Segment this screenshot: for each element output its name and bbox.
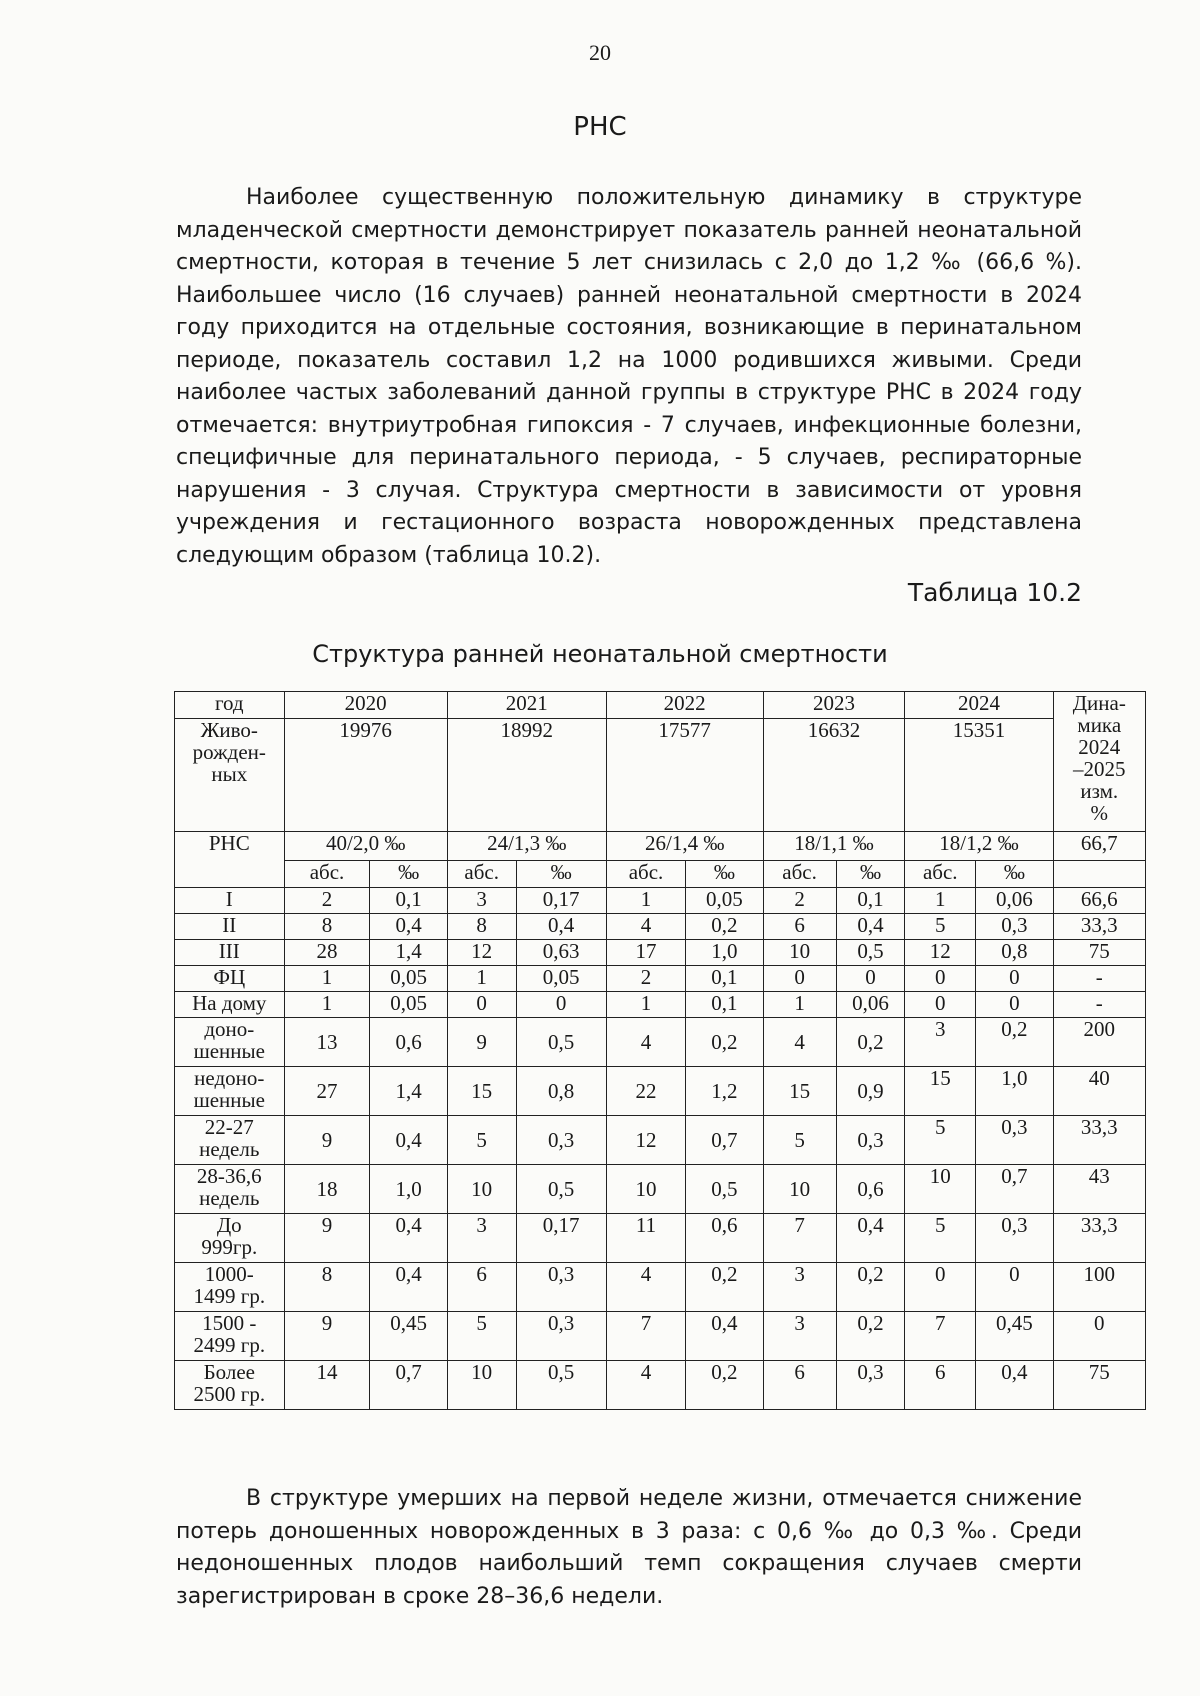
live-births-2024: 15351 [905,719,1053,832]
subheader-permille: ‰ [836,861,905,888]
cell-permille: 1,0 [976,1067,1053,1116]
subheader-permille: ‰ [976,861,1053,888]
cell-permille: 0,3 [976,914,1053,940]
table-row [175,888,1146,914]
cell-abs: 5 [905,1116,976,1165]
cell-abs: 2 [763,888,836,914]
cell-abs: 15 [763,1067,836,1116]
subheader-permille: ‰ [686,861,763,888]
cell-abs: 6 [905,1361,976,1410]
cell-permille: 0,9 [836,1067,905,1116]
cell-abs: 9 [284,1116,370,1165]
cell-permille: 0,2 [686,1361,763,1410]
cell-abs: 12 [606,1116,685,1165]
cell-permille: 0 [976,1263,1053,1312]
row-label: 28-36,6 недель [175,1165,285,1214]
cell-permille: 0,8 [976,940,1053,966]
cell-permille: 0,2 [686,914,763,940]
cell-abs: 9 [447,1018,516,1067]
cell-dynamics: 40 [1053,1067,1145,1116]
row-label: II [175,914,285,940]
cell-abs: 7 [905,1312,976,1361]
live-births-label: Живо- рожден- ных [175,719,285,832]
mortality-table [174,691,1146,1410]
cell-permille: 0,1 [686,966,763,992]
cell-permille: 0,2 [686,1018,763,1067]
cell-permille: 0,2 [836,1312,905,1361]
cell-permille: 0,45 [976,1312,1053,1361]
cell-abs: 15 [447,1067,516,1116]
table-row [175,1263,1146,1312]
table-row [175,966,1146,992]
cell-abs: 1 [447,966,516,992]
cell-abs: 1 [606,888,685,914]
table-row [175,1361,1146,1410]
cell-permille: 0,7 [976,1165,1053,1214]
cell-permille: 0,5 [516,1165,606,1214]
cell-abs: 3 [763,1312,836,1361]
cell-permille: 0,5 [836,940,905,966]
cell-abs: 5 [905,1214,976,1263]
cell-abs: 8 [284,1263,370,1312]
row-label: До 999гр. [175,1214,285,1263]
subheader-abs: абс. [447,861,516,888]
cell-permille: 0,3 [516,1312,606,1361]
cell-permille: 0,05 [686,888,763,914]
cell-abs: 8 [284,914,370,940]
cell-abs: 15 [905,1067,976,1116]
table-caption: Структура ранней неонатальной смертности [312,640,888,668]
cell-dynamics: 33,3 [1053,1214,1145,1263]
page-number: 20 [589,40,611,65]
cell-abs: 13 [284,1018,370,1067]
rns-value-2020: 40/2,0 ‰ [284,832,447,861]
table-row [175,992,1146,1018]
cell-abs: 4 [763,1018,836,1067]
cell-permille: 0,1 [686,992,763,1018]
dynamics-header: Дина- мика 2024 –2025 изм. % [1053,692,1145,832]
cell-permille: 0,3 [836,1361,905,1410]
cell-abs: 17 [606,940,685,966]
row-label: I [175,888,285,914]
cell-permille: 0,2 [836,1018,905,1067]
table-label: Таблица 10.2 [907,578,1082,607]
cell-abs: 5 [447,1116,516,1165]
cell-abs: 3 [447,888,516,914]
cell-permille: 0,05 [370,992,447,1018]
live-births-2021: 18992 [447,719,606,832]
cell-abs: 2 [284,888,370,914]
subheader-abs: абс. [284,861,370,888]
cell-abs: 7 [763,1214,836,1263]
cell-abs: 4 [606,1361,685,1410]
cell-permille: 1,4 [370,1067,447,1116]
row-label: На дому [175,992,285,1018]
rns-label: РНС [175,832,285,888]
cell-abs: 10 [763,940,836,966]
subheader-permille: ‰ [370,861,447,888]
year-header-2020: 2020 [284,692,447,719]
table-row [175,1312,1146,1361]
live-births-2022: 17577 [606,719,763,832]
cell-abs: 1 [284,966,370,992]
row-label: недоно- шенные [175,1067,285,1116]
cell-abs: 5 [905,914,976,940]
cell-abs: 5 [447,1312,516,1361]
cell-abs: 5 [763,1116,836,1165]
cell-permille: 0,2 [686,1263,763,1312]
rns-dynamics: 66,7 [1053,832,1145,861]
cell-permille: 0 [976,992,1053,1018]
cell-abs: 9 [284,1312,370,1361]
year-header-2023: 2023 [763,692,905,719]
cell-abs: 0 [905,1263,976,1312]
cell-abs: 0 [763,966,836,992]
section-heading: РНС [573,112,627,142]
cell-permille: 0,06 [836,992,905,1018]
rns-value-2021: 24/1,3 ‰ [447,832,606,861]
cell-abs: 6 [763,914,836,940]
cell-dynamics: - [1053,966,1145,992]
cell-permille: 0,4 [686,1312,763,1361]
cell-permille: 0 [516,992,606,1018]
cell-abs: 1 [606,992,685,1018]
row-label: 1000- 1499 гр. [175,1263,285,1312]
cell-abs: 10 [447,1165,516,1214]
conclusion-paragraph: В структуре умерших на первой неделе жизни, отмечается снижение потерь доношенных новорожденных в 3 раза: с 0,6 ‰ до 0,3 ‰. Среди недоношенных плодов наибольший темп сокращения случаев смерти зарегистрирован в сроке 28–36,6 недели. [176,1486,1082,1609]
cell-dynamics: - [1053,992,1145,1018]
live-births-2023: 16632 [763,719,905,832]
cell-abs: 14 [284,1361,370,1410]
cell-abs: 18 [284,1165,370,1214]
cell-permille: 1,2 [686,1067,763,1116]
cell-abs: 27 [284,1067,370,1116]
cell-permille: 0,17 [516,1214,606,1263]
cell-dynamics: 0 [1053,1312,1145,1361]
cell-abs: 9 [284,1214,370,1263]
cell-permille: 0,4 [370,1116,447,1165]
row-label: 1500 - 2499 гр. [175,1312,285,1361]
year-header-label: год [175,692,285,719]
cell-dynamics: 75 [1053,940,1145,966]
cell-permille: 0,3 [836,1116,905,1165]
cell-abs: 3 [447,1214,516,1263]
cell-permille: 0,4 [370,914,447,940]
subheader-permille: ‰ [516,861,606,888]
cell-abs: 10 [447,1361,516,1410]
cell-abs: 4 [606,1018,685,1067]
cell-permille: 0,6 [686,1214,763,1263]
cell-abs: 11 [606,1214,685,1263]
cell-permille: 0,05 [516,966,606,992]
cell-permille: 0,3 [976,1214,1053,1263]
cell-abs: 3 [763,1263,836,1312]
row-label: III [175,940,285,966]
cell-dynamics: 33,3 [1053,914,1145,940]
rns-value-2024: 18/1,2 ‰ [905,832,1053,861]
cell-abs: 0 [905,966,976,992]
cell-abs: 1 [905,888,976,914]
table-row [175,1018,1146,1067]
subheader-empty [1053,861,1145,888]
cell-permille: 0,4 [516,914,606,940]
cell-permille: 0,1 [836,888,905,914]
cell-abs: 3 [905,1018,976,1067]
cell-abs: 4 [606,914,685,940]
cell-permille: 0,4 [976,1361,1053,1410]
cell-permille: 0,1 [370,888,447,914]
row-label: ФЦ [175,966,285,992]
cell-dynamics: 66,6 [1053,888,1145,914]
cell-abs: 6 [447,1263,516,1312]
rns-value-2022: 26/1,4 ‰ [606,832,763,861]
cell-abs: 1 [284,992,370,1018]
year-header-2022: 2022 [606,692,763,719]
table-row [175,1116,1146,1165]
cell-permille: 0,2 [836,1263,905,1312]
table-row [175,1067,1146,1116]
cell-abs: 8 [447,914,516,940]
table-row [175,1165,1146,1214]
subheader-abs: абс. [763,861,836,888]
cell-permille: 0,05 [370,966,447,992]
live-births-2020: 19976 [284,719,447,832]
cell-dynamics: 33,3 [1053,1116,1145,1165]
cell-permille: 0,4 [370,1263,447,1312]
cell-permille: 0,45 [370,1312,447,1361]
table-row [175,1214,1146,1263]
cell-permille: 1,4 [370,940,447,966]
cell-abs: 10 [606,1165,685,1214]
cell-abs: 4 [606,1263,685,1312]
cell-permille: 0,4 [836,914,905,940]
table-row [175,914,1146,940]
row-label: 22-27 недель [175,1116,285,1165]
cell-permille: 0,63 [516,940,606,966]
cell-dynamics: 200 [1053,1018,1145,1067]
cell-abs: 6 [763,1361,836,1410]
cell-permille: 0,7 [686,1116,763,1165]
cell-permille: 0,3 [516,1116,606,1165]
table-row [175,940,1146,966]
row-label: Более 2500 гр. [175,1361,285,1410]
cell-dynamics: 100 [1053,1263,1145,1312]
cell-permille: 0,3 [976,1116,1053,1165]
cell-permille: 0,8 [516,1067,606,1116]
year-header-2021: 2021 [447,692,606,719]
cell-permille: 0 [976,966,1053,992]
cell-permille: 0,6 [836,1165,905,1214]
year-header-2024: 2024 [905,692,1053,719]
cell-permille: 0,2 [976,1018,1053,1067]
cell-permille: 0,5 [516,1018,606,1067]
cell-abs: 10 [763,1165,836,1214]
cell-dynamics: 75 [1053,1361,1145,1410]
intro-paragraph: Наиболее существенную положительную динамику в структуре младенческой смертности демонстрирует показатель ранней неонатальной смертности, которая в течение 5 лет снизилась с 2,0 до 1,2 ‰ (66,6 %). Наибольшее число (16 случаев) ранней неонатальной смертности в 2024 году приходится на отдельные состояния, возникающие в перинатальном периоде, показатель составил 1,2 на 1000 родившихся живыми. Среди наиболее частых заболеваний данной группы в структуре РНС в 2024 году отмечается: внутриутробная гипоксия - 7 случаев, инфекционные болезни, специфичные для перинатального периода, - 5 случаев, респираторные нарушения - 3 случая. Структура смертности в зависимости от уровня учреждения и гестационного возраста новорожденных представлена следующим образом (таблица 10.2). [176,185,1082,568]
cell-dynamics: 43 [1053,1165,1145,1214]
cell-abs: 1 [763,992,836,1018]
row-label: доно- шенные [175,1018,285,1067]
cell-permille: 0,4 [370,1214,447,1263]
cell-permille: 0,5 [516,1361,606,1410]
cell-abs: 12 [447,940,516,966]
cell-abs: 28 [284,940,370,966]
cell-permille: 0,6 [370,1018,447,1067]
cell-abs: 2 [606,966,685,992]
cell-abs: 10 [905,1165,976,1214]
rns-value-2023: 18/1,1 ‰ [763,832,905,861]
cell-permille: 0,4 [836,1214,905,1263]
cell-abs: 0 [447,992,516,1018]
cell-abs: 0 [905,992,976,1018]
cell-permille: 0,7 [370,1361,447,1410]
cell-permille: 0,3 [516,1263,606,1312]
cell-permille: 0 [836,966,905,992]
cell-abs: 22 [606,1067,685,1116]
cell-permille: 1,0 [370,1165,447,1214]
subheader-abs: абс. [905,861,976,888]
subheader-abs: абс. [606,861,685,888]
cell-permille: 1,0 [686,940,763,966]
cell-permille: 0,17 [516,888,606,914]
cell-abs: 7 [606,1312,685,1361]
cell-permille: 0,06 [976,888,1053,914]
cell-abs: 12 [905,940,976,966]
cell-permille: 0,5 [686,1165,763,1214]
